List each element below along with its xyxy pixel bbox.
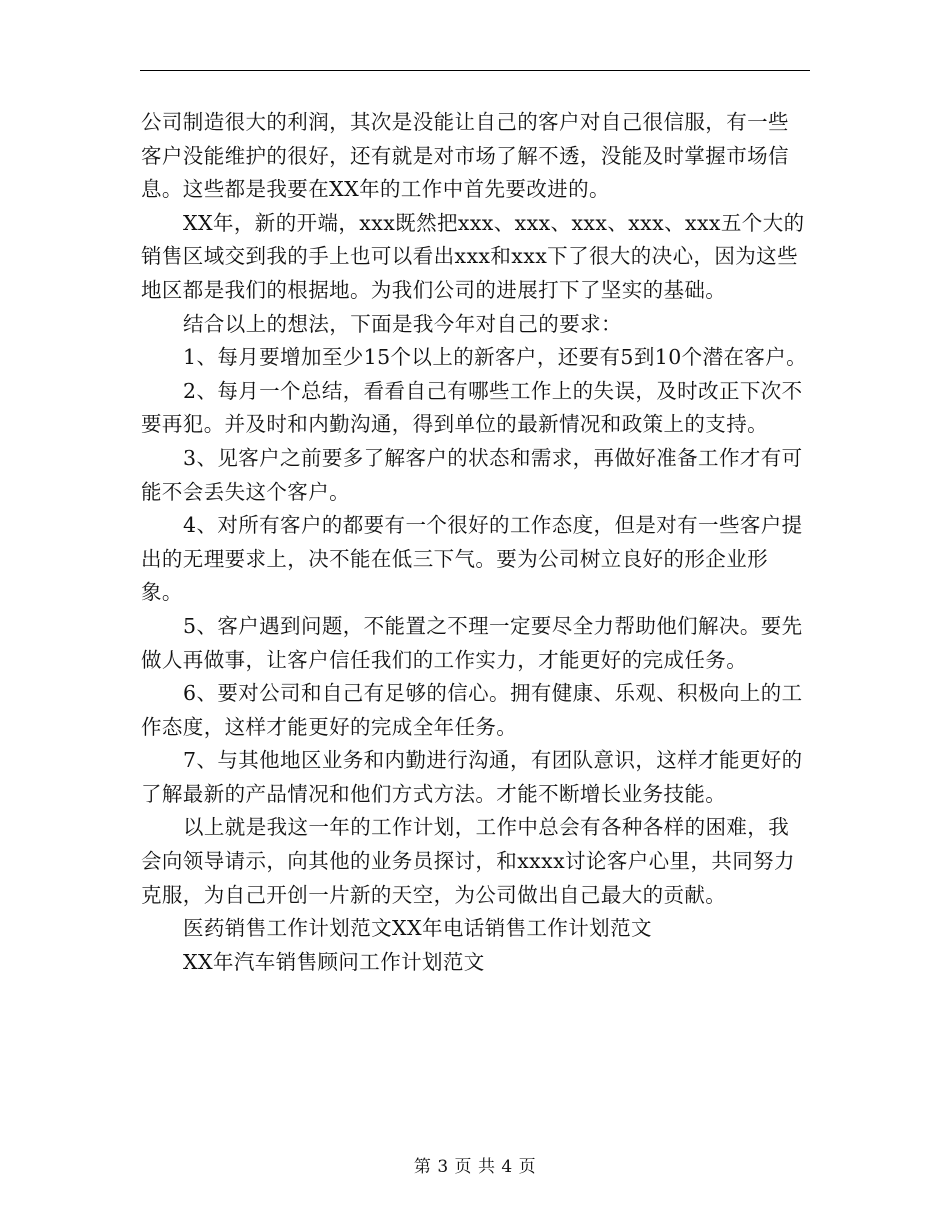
related-article-line-2: XX年汽车销售顾问工作计划范文 bbox=[183, 949, 485, 974]
requirement-item-3: 3、见客户之前要多了解客户的状态和需求，再做好准备工作才有可能不会丢失这个客户。 bbox=[141, 445, 803, 504]
requirement-item-6: 6、要对公司和自己有足够的信心。拥有健康、乐观、积极向上的工作态度，这样才能更好的完成全年任务。 bbox=[141, 681, 803, 739]
paragraph-new-year: XX年，新的开端，xxx既然把xxx、xxx、xxx、xxx、xxx五个大的销售区域交到我的手上也可以看出xxx和xxx下了很大的决心，因为这些地区都是我们的根据地。为我们公司的进展打下了坚实的基础。 bbox=[141, 210, 805, 302]
page-number-footer: 第 3 页 共 4 页 bbox=[413, 1157, 537, 1177]
requirement-item-2: 2、每月一个总结，看看自己有哪些工作上的失误，及时改正下次不要再犯。并及时和内勤沟通，得到单位的最新情况和政策上的支持。 bbox=[141, 378, 803, 437]
document-body bbox=[141, 106, 809, 979]
paragraph-continuation: 公司制造很大的利润，其次是没能让自己的客户对自己很信服，有一些客户没能维护的很好，还有就是对市场了解不透，没能及时掌握市场信息。这些都是我要在XX年的工作中首先要改进的。 bbox=[141, 110, 789, 202]
requirement-item-5: 5、客户遇到问题，不能置之不理一定要尽全力帮助他们解决。要先做人再做事，让客户信任我们的工作实力，才能更好的完成任务。 bbox=[141, 613, 803, 672]
requirement-item-1: 1、每月要增加至少15个以上的新客户，还要有5到10个潜在客户。 bbox=[183, 345, 808, 370]
header-rule bbox=[140, 70, 810, 71]
paragraph-requirements-intro: 结合以上的想法，下面是我今年对自己的要求： bbox=[183, 311, 622, 336]
related-article-line-1: 医药销售工作计划范文XX年电话销售工作计划范文 bbox=[183, 916, 652, 941]
requirement-item-4: 4、对所有客户的都要有一个很好的工作态度，但是对有一些客户提出的无理要求上，决不能在低三下气。要为公司树立良好的形企业形象。 bbox=[141, 513, 803, 605]
requirement-item-7: 7、与其他地区业务和内勤进行沟通，有团队意识，这样才能更好的了解最新的产品情况和他们方式方法。才能不断增长业务技能。 bbox=[141, 748, 803, 806]
paragraph-conclusion: 以上就是我这一年的工作计划，工作中总会有各种各样的困难，我会向领导请示，向其他的业务员探讨，和xxxx讨论客户心里，共同努力克服，为自己开创一片新的天空，为公司做出自己最大的贡献。 bbox=[141, 815, 795, 907]
